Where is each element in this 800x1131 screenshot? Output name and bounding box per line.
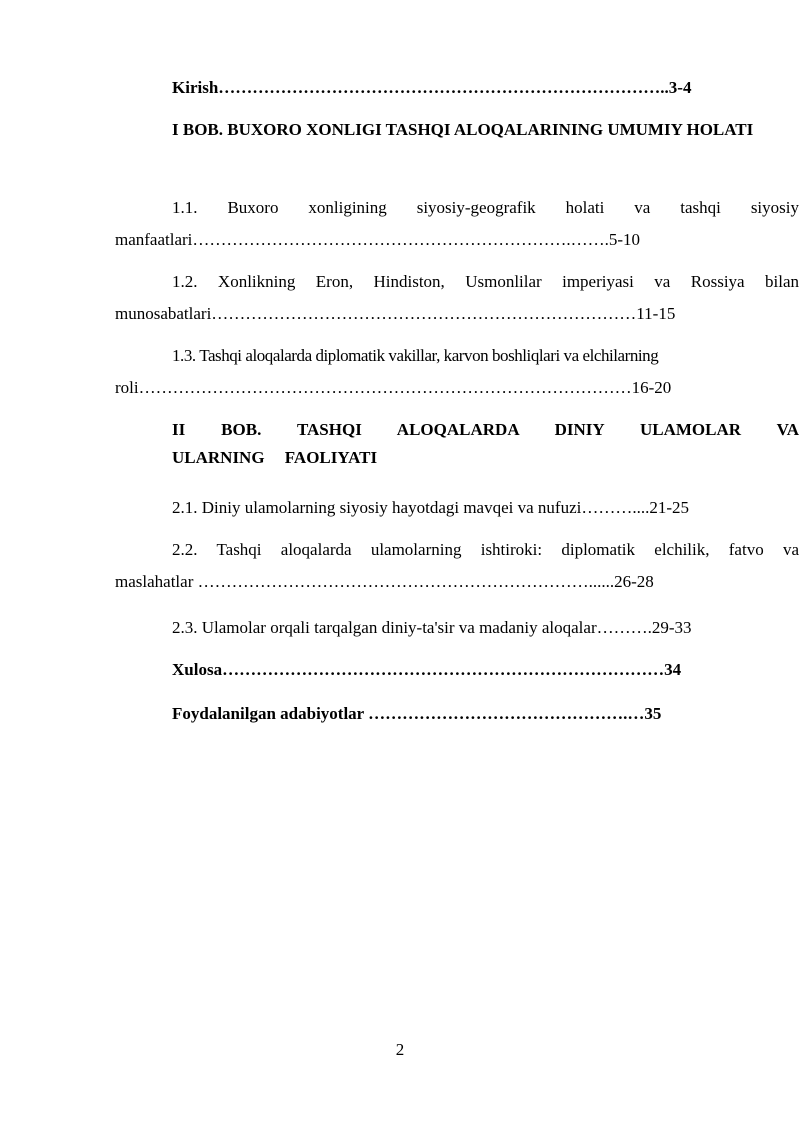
page-number: 2 xyxy=(395,1040,405,1059)
toc-section-2-2-line2: maslahatlar ……………………………………………………………......26-28 xyxy=(115,572,654,591)
toc-section-2-2-line1: 2.2. Tashqi aloqalarda ulamolarning ishtiroki: diplomatik elchilik, fatvo va xyxy=(172,540,799,559)
toc-section-1-3-line1: 1.3. Tashqi aloqalarda diplomatik vakillar, karvon boshliqlari va elchilarning xyxy=(172,346,659,365)
toc-references: Foydalanilgan adabiyotlar ……………………………………….…35 xyxy=(172,704,662,723)
toc-section-1-1-line2: manfaatlari………………………………………………………….…….5-10 xyxy=(115,230,641,249)
toc-section-1-3-line2: roli……………………………………………………………………………16-20 xyxy=(115,378,672,397)
toc-conclusion: Xulosa……………………………………………………………………34 xyxy=(172,660,682,679)
toc-section-2-3: 2.3. Ulamolar orqali tarqalgan diniy-ta'sir va madaniy aloqalar……….29-33 xyxy=(172,618,692,637)
toc-intro: Kirish……………………………………………………………………..3-4 xyxy=(172,78,692,97)
toc-section-1-1-line1: 1.1. Buxoro xonligining siyosiy-geografik holati va tashqi siyosiy xyxy=(172,198,799,217)
toc-chapter-2-title: II BOB. TASHQI ALOQALARDA DINIY ULAMOLAR VA ULARNING FAOLIYATI xyxy=(172,420,799,467)
toc-section-2-1: 2.1. Diniy ulamolarning siyosiy hayotdagi mavqei va nufuzi………....21-25 xyxy=(172,498,690,517)
toc-chapter-1-title: I BOB. BUXORO XONLIGI TASHQI ALOQALARINING UMUMIY HOLATI xyxy=(172,120,754,139)
toc-section-1-2-line2: munosabatlari…………………………………………………………………11-15 xyxy=(115,304,676,323)
toc-section-1-2-line1: 1.2. Xonlikning Eron, Hindiston, Usmonlilar imperiyasi va Rossiya bilan xyxy=(172,272,799,291)
